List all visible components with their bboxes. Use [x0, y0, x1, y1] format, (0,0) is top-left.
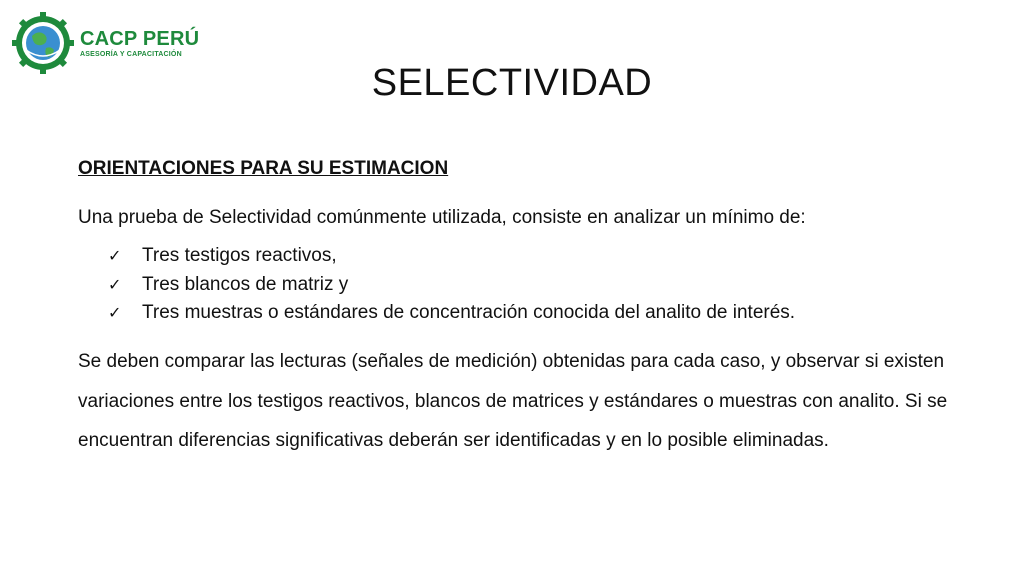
bullet-text: Tres testigos reactivos, — [142, 245, 337, 266]
bullet-text: Tres muestras o estándares de concentración conocida del analito de interés. — [142, 302, 796, 323]
list-item — [108, 242, 795, 271]
list-item — [108, 271, 795, 300]
slide-title: SELECTIVIDAD — [371, 62, 653, 104]
section-subheading: ORIENTACIONES PARA SU ESTIMACION — [78, 158, 449, 179]
check-icon: ✓ — [108, 276, 122, 294]
bullet-list — [108, 242, 795, 328]
logo-name: CACP PERÚ — [80, 28, 200, 50]
check-icon: ✓ — [108, 248, 122, 265]
bullet-text: Tres blancos de matriz y — [142, 273, 349, 295]
body-paragraph: Se deben comparar las lecturas (señales de medición) obtenidas para cada caso, y observar si existen variaciones entre los testigos reactivos, blancos de matrices y estándares o muestras con analito. Si se encuentran diferencias significativas deberán ser identificadas y en lo posible eliminadas. — [78, 351, 948, 451]
intro-text: Una prueba de Selectividad comúnmente utilizada, consiste en analizar un mínimo de: — [78, 207, 806, 228]
list-item — [108, 299, 795, 328]
check-icon: ✓ — [108, 305, 122, 322]
logo-tagline: ASESORÍA Y CAPACITACIÓN — [80, 51, 182, 58]
